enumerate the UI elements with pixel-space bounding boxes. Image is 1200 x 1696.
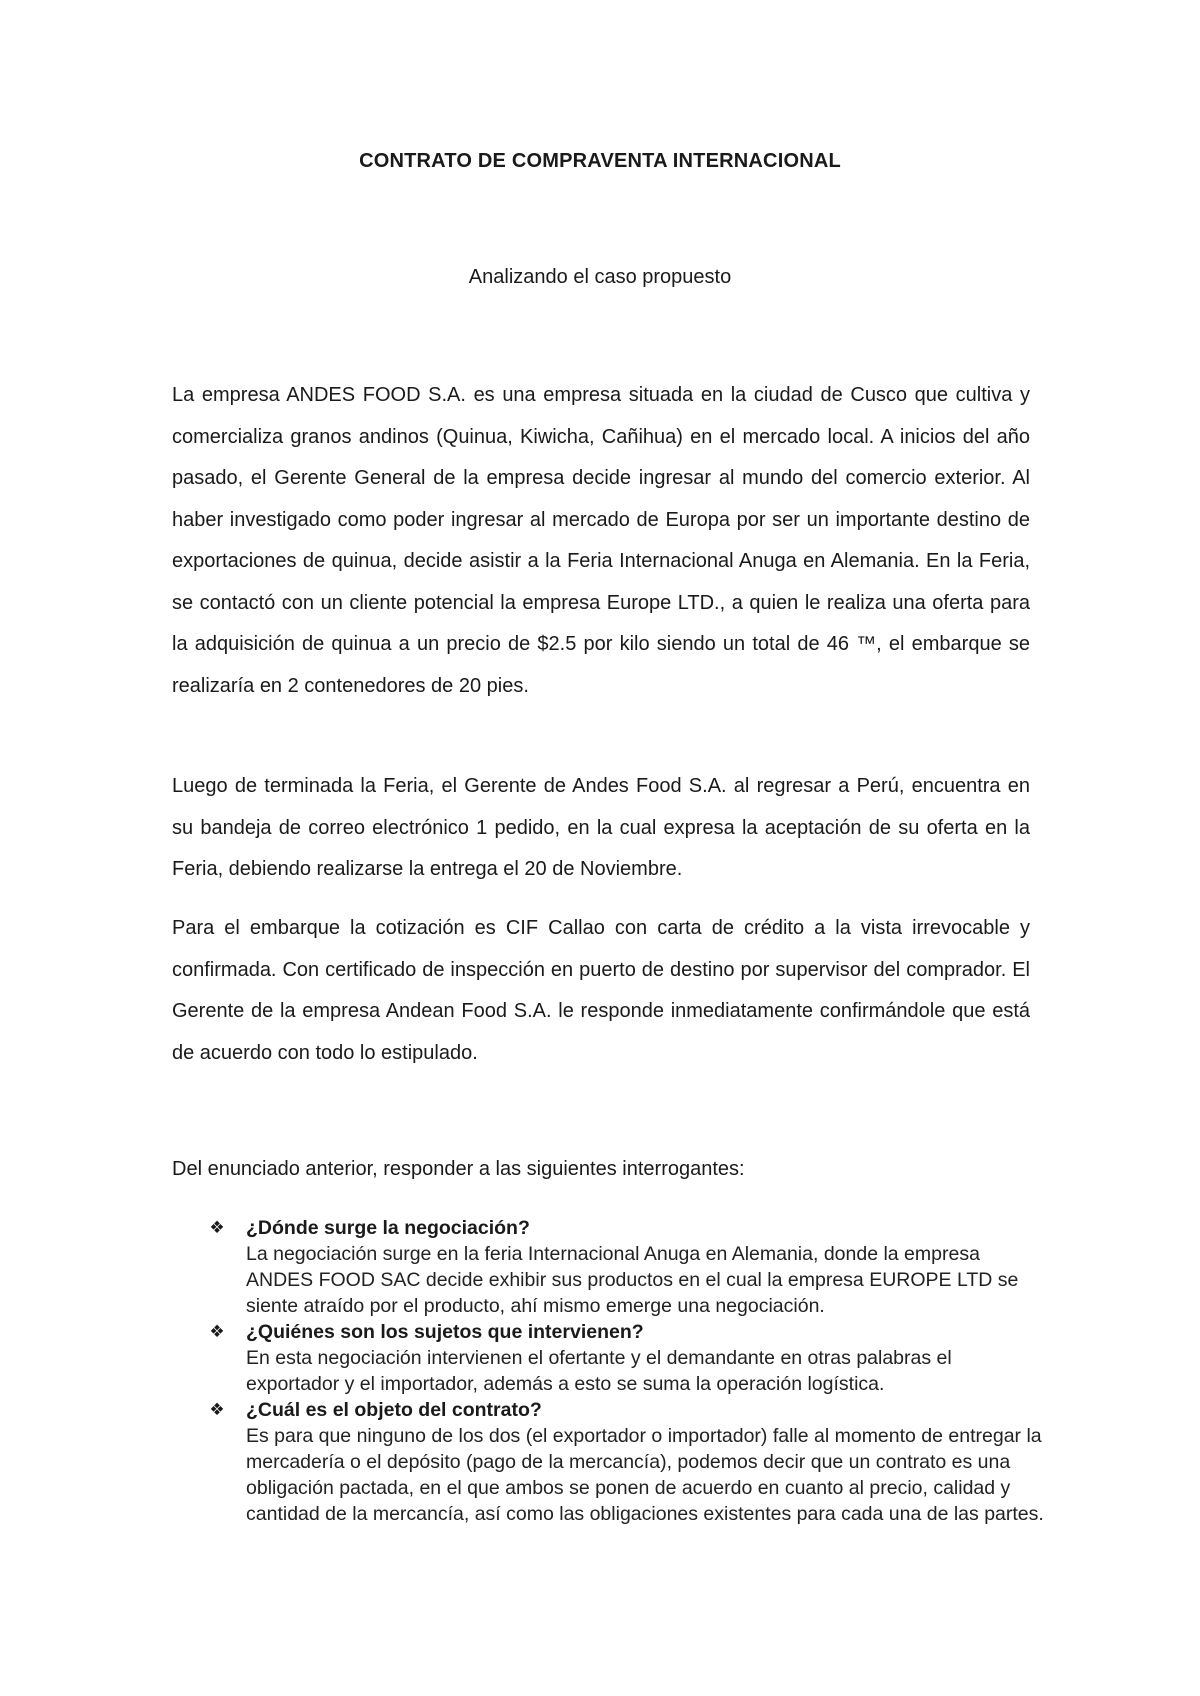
case-paragraph-2: Luego de terminada la Feria, el Gerente de Andes Food S.A. al regresar a Perú, encuentra en su bandeja de correo electrónico 1 pedido, en la cual expresa la aceptación de su oferta en la Feria, debiendo realizarse la entrega el 20 de Noviembre. [172,775,1030,880]
question-text: ¿Dónde surge la negociación? [246,1217,530,1239]
questions-list [206,1215,1046,1527]
answer-text: La negociación surge en la feria Internacional Anuga en Alemania, donde la empresa ANDES FOOD SAC decide exhibir sus productos en el cual la empresa EUROPE LTD se siente atraído por el producto, ahí mismo emerge una negociación. [246,1243,1019,1317]
document-title: CONTRATO DE COMPRAVENTA INTERNACIONAL [359,150,841,172]
answer-text: Es para que ninguno de los dos (el exportador o importador) falle al momento de entregar la mercadería o el depósito (pago de la mercancía), podemos decir que un contrato es una obligación pactada, en el que ambos se ponen de acuerdo en cuanto al precio, calidad y cantidad de la mercancía, así como las obligaciones existentes para cada una de las partes. [246,1425,1044,1525]
list-item [206,1397,1046,1527]
list-item [206,1319,1046,1397]
case-paragraph-1: La empresa ANDES FOOD S.A. es una empresa situada en la ciudad de Cusco que cultiva y comercializa granos andinos (Quinua, Kiwicha, Cañihua) en el mercado local. A inicios del año pasado, el Gerente General de la empresa decide ingresar al mundo del comercio exterior. Al haber investigado como poder ingresar al mercado de Europa por ser un importante destino de exportaciones de quinua, decide asistir a la Feria Internacional Anuga en Alemania. En la Feria, se contactó con un cliente potencial la empresa Europe LTD., a quien le realiza una oferta para la adquisición de quinua a un precio de $2.5 por kilo siendo un total de 46 ™, el embarque se realizaría en 2 contenedores de 20 pies. [172,384,1030,697]
diamond-bullet-icon: ❖ [209,1322,225,1341]
diamond-outline-bullet-icon: ❖ [209,1400,225,1419]
question-text: ¿Quiénes son los sujetos que intervienen? [246,1321,644,1343]
question-text: ¿Cuál es el objeto del contrato? [246,1399,542,1421]
answer-text: En esta negociación intervienen el ofertante y el demandante en otras palabras el exportador y el importador, además a esto se suma la operación logística. [246,1347,952,1395]
case-paragraph-3: Para el embarque la cotización es CIF Callao con carta de crédito a la vista irrevocable y confirmada. Con certificado de inspección en puerto de destino por supervisor del comprador. El Gerente de la empresa Andean Food S.A. le responde inmediatamente confirmándole que está de acuerdo con todo lo estipulado. [172,917,1030,1064]
questions-intro: Del enunciado anterior, responder a las siguientes interrogantes: [172,1158,745,1180]
list-item [206,1215,1046,1319]
diamond-bullet-icon: ❖ [209,1218,225,1237]
document-subtitle: Analizando el caso propuesto [468,266,732,288]
